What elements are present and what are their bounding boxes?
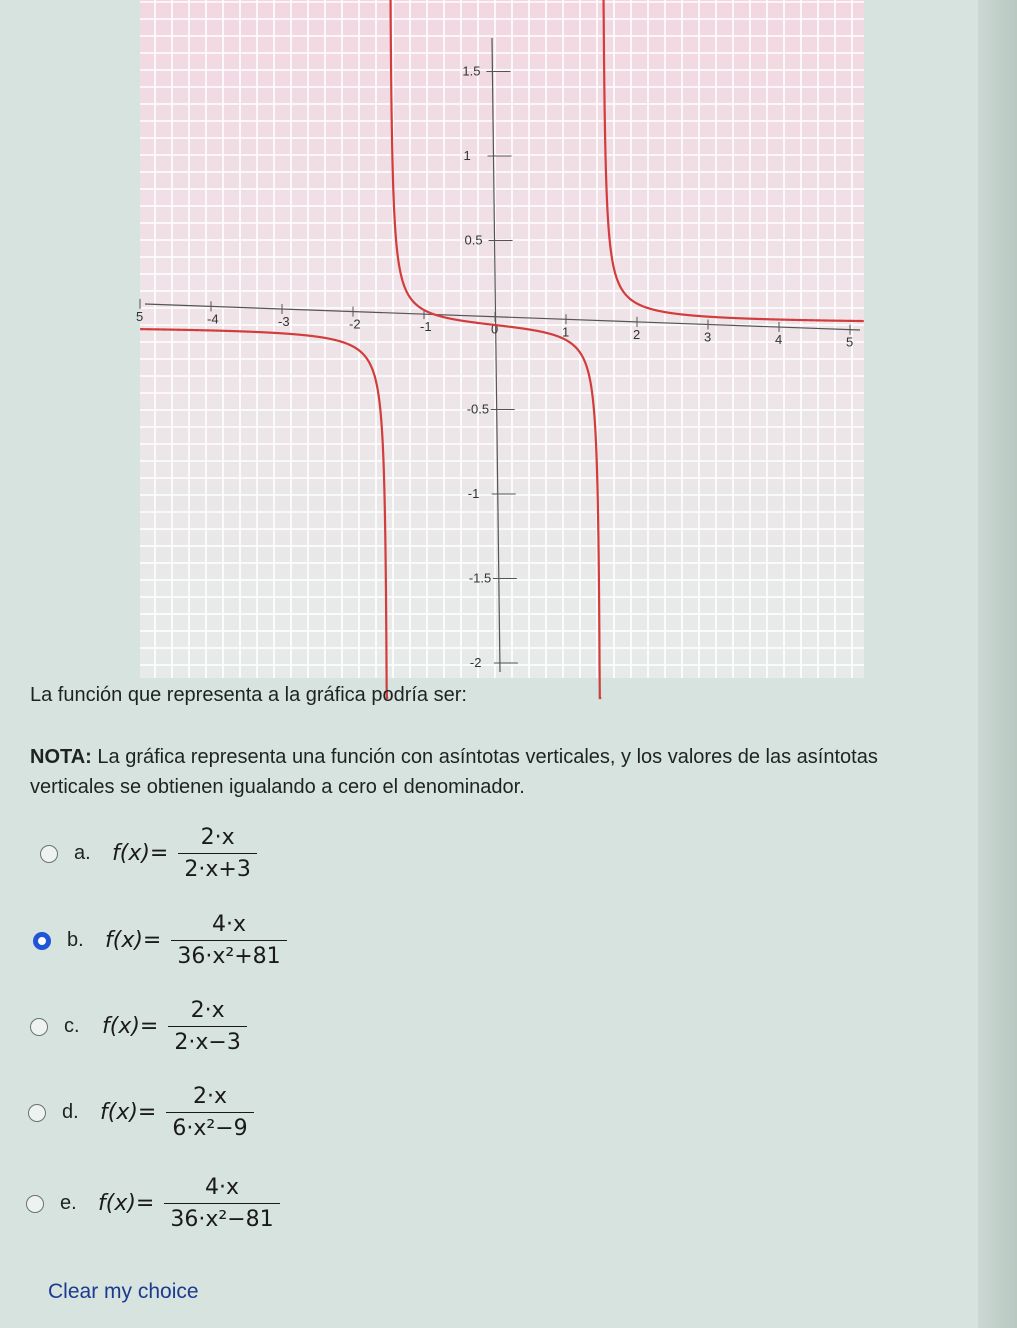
formula-option-d bbox=[100, 1084, 254, 1141]
note-label: NOTA: bbox=[30, 746, 92, 768]
y-tick-label: -2 bbox=[469, 655, 482, 670]
radio-option-b[interactable] bbox=[33, 932, 51, 950]
y-tick-label: -1 bbox=[467, 486, 480, 501]
function-graph bbox=[136, 0, 864, 678]
page-edge bbox=[978, 0, 1017, 1328]
formula-lhs: f(x)= bbox=[112, 841, 169, 866]
x-tick-label: 3 bbox=[704, 329, 712, 345]
fraction bbox=[171, 912, 286, 969]
fraction bbox=[178, 825, 256, 882]
option-e[interactable] bbox=[26, 1175, 280, 1232]
x-tick-label: 4 bbox=[775, 332, 783, 348]
option-b[interactable] bbox=[33, 912, 287, 969]
numerator: 4·x bbox=[212, 912, 247, 937]
radio-option-a[interactable] bbox=[40, 845, 58, 863]
numerator: 2·x bbox=[200, 825, 235, 850]
denominator: 36·x²+81 bbox=[171, 940, 286, 969]
x-tick-label: 1 bbox=[562, 324, 570, 340]
x-tick-label: -2 bbox=[349, 316, 361, 332]
formula-option-b bbox=[105, 912, 287, 969]
radio-option-e[interactable] bbox=[26, 1195, 44, 1213]
y-tick-label: 1 bbox=[463, 148, 471, 163]
y-tick-label: 1.5 bbox=[462, 63, 481, 79]
numerator: 2·x bbox=[190, 998, 225, 1023]
option-letter: c. bbox=[64, 1015, 80, 1037]
y-axis bbox=[492, 38, 500, 672]
x-tick-label: -1 bbox=[420, 319, 432, 335]
x-tick-label: 5 bbox=[846, 334, 854, 350]
formula-lhs: f(x)= bbox=[105, 928, 162, 953]
y-tick-label: 0.5 bbox=[464, 232, 483, 248]
question-note bbox=[30, 742, 960, 802]
formula-option-e bbox=[98, 1175, 280, 1232]
note-text: La gráfica representa una función con asíntotas verticales, y los valores de las asíntotas verticales se obtienen igualando a cero el denominador. bbox=[30, 746, 878, 798]
x-tick-label: -4 bbox=[207, 311, 219, 327]
option-letter: e. bbox=[60, 1192, 77, 1214]
numerator: 2·x bbox=[193, 1084, 228, 1109]
x-tick-label: 0 bbox=[491, 321, 499, 337]
x-tick-label: -3 bbox=[278, 313, 290, 329]
question-prompt: La función que representa a la gráfica podría ser: bbox=[30, 684, 467, 706]
fraction bbox=[164, 1175, 279, 1232]
option-c[interactable] bbox=[30, 998, 247, 1055]
curve-left-branch bbox=[140, 329, 388, 698]
option-a[interactable] bbox=[40, 825, 257, 882]
formula-lhs: f(x)= bbox=[102, 1014, 159, 1039]
y-tick-label: -1.5 bbox=[468, 570, 492, 586]
formula-lhs: f(x)= bbox=[100, 1100, 157, 1125]
x-tick-label: 5 bbox=[136, 308, 144, 324]
radio-option-c[interactable] bbox=[30, 1018, 48, 1036]
formula-option-c bbox=[102, 998, 247, 1055]
option-letter: b. bbox=[67, 929, 84, 951]
formula-lhs: f(x)= bbox=[98, 1191, 155, 1216]
denominator: 2·x−3 bbox=[168, 1026, 246, 1055]
y-tick-label: -0.5 bbox=[466, 401, 490, 417]
radio-option-d[interactable] bbox=[28, 1104, 46, 1122]
x-tick-label: 2 bbox=[633, 326, 641, 342]
fraction bbox=[168, 998, 246, 1055]
denominator: 36·x²−81 bbox=[164, 1203, 279, 1232]
fraction bbox=[166, 1084, 253, 1141]
denominator: 6·x²−9 bbox=[166, 1112, 253, 1141]
denominator: 2·x+3 bbox=[178, 853, 256, 882]
option-letter: a. bbox=[74, 842, 91, 864]
graph-svg bbox=[136, 0, 864, 678]
option-d[interactable] bbox=[28, 1084, 254, 1141]
option-letter: d. bbox=[62, 1101, 79, 1123]
clear-choice-link[interactable]: Clear my choice bbox=[48, 1280, 199, 1303]
formula-option-a bbox=[112, 825, 257, 882]
numerator: 4·x bbox=[205, 1175, 240, 1200]
